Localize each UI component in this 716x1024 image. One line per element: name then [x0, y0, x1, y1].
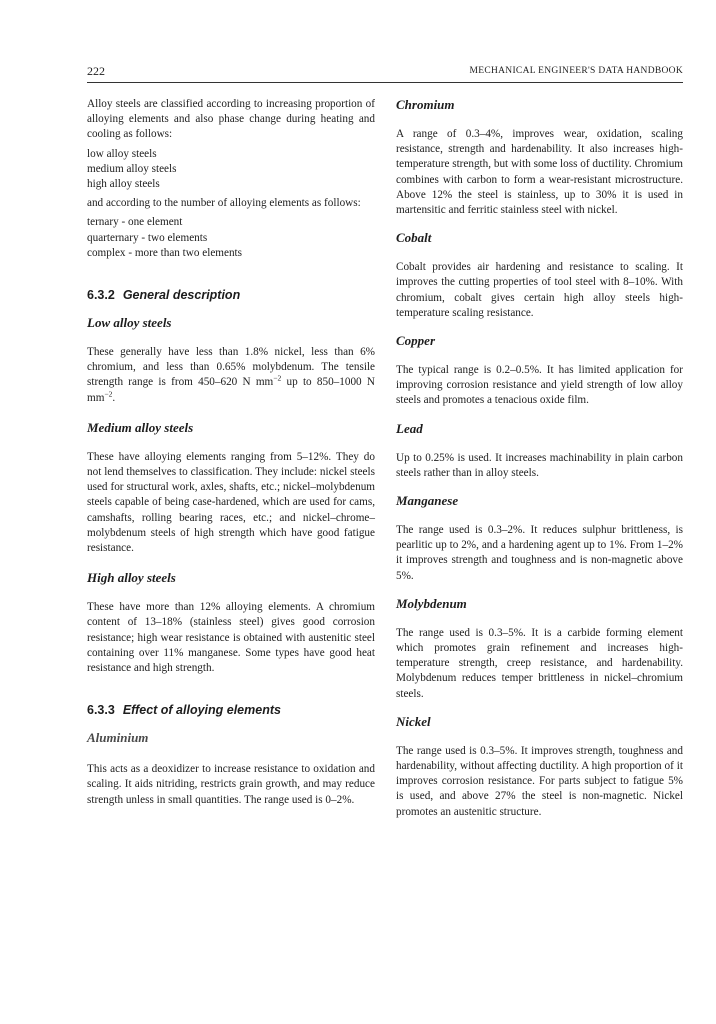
element-list-item: quarternary - two elements	[87, 231, 208, 244]
subheading-chromium: Chromium	[396, 97, 455, 112]
manganese-paragraph: The range used is 0.3–2%. It reduces sulphur brittleness, is pearlitic up to 2%, and a hardening agent up to 1%. From 1–2% it improves strength and toughness and is non-magnetic above 5%.	[396, 524, 683, 582]
section-number: 6.3.3	[87, 703, 115, 718]
section-title: General description	[122, 288, 241, 303]
nickel-paragraph: The range used is 0.3–5%. It improves strength, toughness and hardenability, without affecting ductility. A high proportion of it improves corrosion resistance. For parts subject to fatigue 5% is used, and above 27% the steel is non-magnetic. Nickel promotes an austenitic structure.	[396, 744, 683, 818]
class-list-item: medium alloy steels	[87, 162, 177, 175]
medium-alloy-paragraph: These have alloying elements ranging from 5–12%. They do not lend themselves to classification. They include: nickel steels used for structural work, axles, shafts, etc.; nickel–molybdenum steels capable of being case-hardened, which are used for cams, camshafts, rolling bearing races, etc.; and nickel–chrome–molybdenum steels of high strength which have good fatigue resistance.	[87, 450, 375, 555]
subheading-low-alloy: Low alloy steels	[87, 315, 172, 331]
cobalt-paragraph: Cobalt provides air hardening and resistance to scaling. It improves the cutting properties of tool steel with 8–10%. With chromium, cobalt gives certain high alloy steels high-temperature scaling resistance.	[396, 261, 683, 319]
chromium-paragraph: A range of 0.3–4%, improves wear, oxidation, scaling resistance, strength and hardenability. It also increases high-temperature strength, but with some loss of ductility. Chromium combines with carbon to form a wear-resistant microstructure. Above 12% the steel is stainless, up to 30% it is used in martensitic and ferritic stainless steel with nickel.	[396, 128, 684, 217]
section-title: Effect of alloying elements	[122, 703, 281, 718]
subheading-cobalt: Cobalt	[396, 230, 432, 246]
subheading-nickel: Nickel	[396, 713, 431, 729]
copper-paragraph: The typical range is 0.2–0.5%. It has limited application for improving corrosion resistance and yield strength of low alloy steels and promotes a tenacious oxide film.	[396, 364, 683, 407]
intro-paragraph: Alloy steels are classified according to increasing proportion of alloying elements and also phase change during heating and cooling as follows:	[87, 98, 375, 141]
intro2-paragraph: and according to the number of alloying elements as follows:	[87, 197, 361, 210]
subheading-manganese: Manganese	[396, 493, 459, 509]
element-list-item: ternary - one element	[87, 216, 183, 229]
subheading-molybdenum: Molybdenum	[396, 595, 467, 611]
section-heading-effect	[87, 702, 375, 718]
class-list-item: low alloy steels	[87, 147, 157, 160]
element-list-item: complex - more than two elements	[87, 246, 243, 259]
section-heading-general	[87, 287, 375, 303]
subheading-lead: Lead	[396, 420, 423, 436]
subheading-medium-alloy: Medium alloy steels	[87, 419, 194, 435]
low-alloy-paragraph: These generally have less than 1.8% nickel, less than 6% chromium, and less than 0.65% molybdenum. The tensile strength range is from 450–620 N $mm^{-2}$ up to 850–1000 N $mm^{-2}$.	[87, 346, 375, 404]
subheading-copper: Copper	[396, 333, 435, 349]
exponent: −2	[273, 373, 282, 383]
high-alloy-paragraph: These have more than 12% alloying elements. A chromium content of 13–18% (stainless steel) gives good corrosion resistance; high wear resistance is obtained with austenitic steel containing over 11% manganese. Some types have good heat resistance and high strength.	[87, 601, 375, 675]
molybdenum-paragraph: The range used is 0.3–5%. It is a carbide forming element which promotes grain refinement and increases high-temperature strength, creep resistance, and hardenability. Molybdenum reduces temper brittleness in nickel–chromium steels.	[396, 626, 683, 700]
section-number: 6.3.2	[87, 288, 115, 303]
subheading-aluminium: Aluminium	[87, 730, 149, 746]
running-head: MECHANICAL ENGINEER'S DATA HANDBOOK	[469, 66, 683, 76]
exponent: −2	[104, 388, 113, 398]
left-column	[87, 97, 375, 808]
right-column	[396, 97, 683, 820]
class-list-item: high alloy steels	[87, 178, 160, 191]
aluminium-paragraph: This acts as a deoxidizer to increase resistance to oxidation and scaling. It aids nitriding, restricts grain growth, and may reduce strength unless in small quantities. The range used is 0–2%.	[87, 763, 375, 806]
subheading-high-alloy: High alloy steels	[87, 570, 176, 586]
lead-paragraph: Up to 0.25% is used. It increases machinability in plain carbon steels rather than in alloy steels.	[396, 451, 683, 479]
page-header	[87, 60, 683, 83]
page-number: 222	[87, 64, 105, 78]
